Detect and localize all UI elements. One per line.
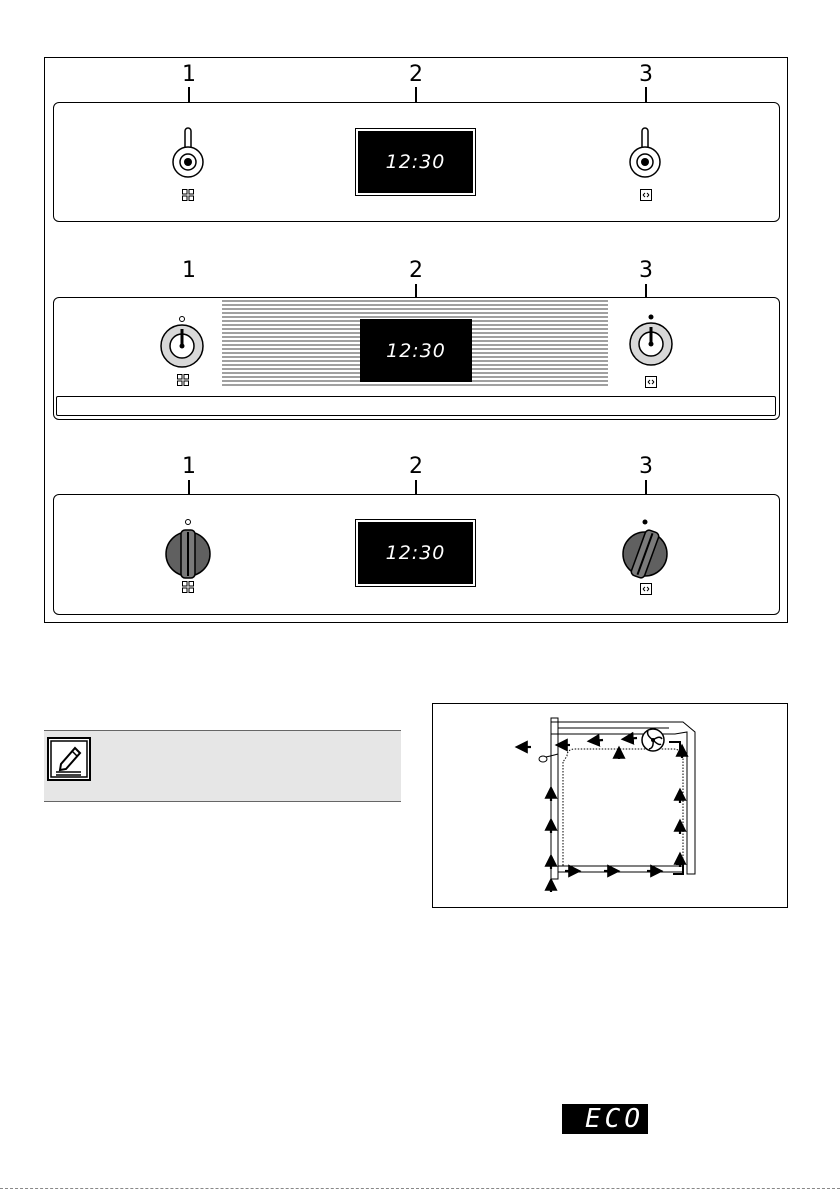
callout-1: 1 — [182, 62, 196, 87]
display-time: 12:30 — [385, 151, 446, 173]
callout-3: 3 — [639, 62, 653, 87]
timer-display — [358, 522, 473, 584]
callout-2: 2 — [409, 62, 423, 87]
callout-3: 3 — [639, 258, 653, 283]
function-symbol-icon — [182, 581, 194, 593]
panel-handle-bar — [56, 396, 776, 416]
temperature-knob[interactable] — [627, 313, 675, 385]
pencil-note-icon — [47, 737, 91, 781]
function-symbol-icon — [177, 374, 189, 386]
temperature-symbol-icon — [645, 376, 657, 388]
arrow-icon — [433, 704, 787, 907]
eco-display — [562, 1104, 648, 1134]
eco-text: ECO — [585, 1104, 644, 1134]
display-time: 12:30 — [385, 542, 446, 564]
callout-1: 1 — [182, 454, 196, 479]
temperature-symbol-icon — [640, 583, 652, 595]
callout-1: 1 — [182, 258, 196, 283]
page-bottom-rule — [0, 1188, 840, 1189]
function-symbol-icon — [182, 189, 194, 201]
airflow-diagram — [432, 703, 788, 908]
temperature-knob[interactable] — [619, 518, 671, 580]
timer-display — [358, 131, 473, 193]
temperature-symbol-icon — [640, 189, 652, 201]
function-knob[interactable] — [168, 128, 208, 184]
note-box — [44, 730, 401, 802]
callout-2: 2 — [409, 454, 423, 479]
callout-2: 2 — [409, 258, 423, 283]
temperature-knob[interactable] — [625, 128, 665, 184]
function-knob[interactable] — [162, 518, 214, 580]
callout-3: 3 — [639, 454, 653, 479]
timer-display — [360, 319, 472, 382]
display-time: 12:30 — [386, 339, 446, 362]
